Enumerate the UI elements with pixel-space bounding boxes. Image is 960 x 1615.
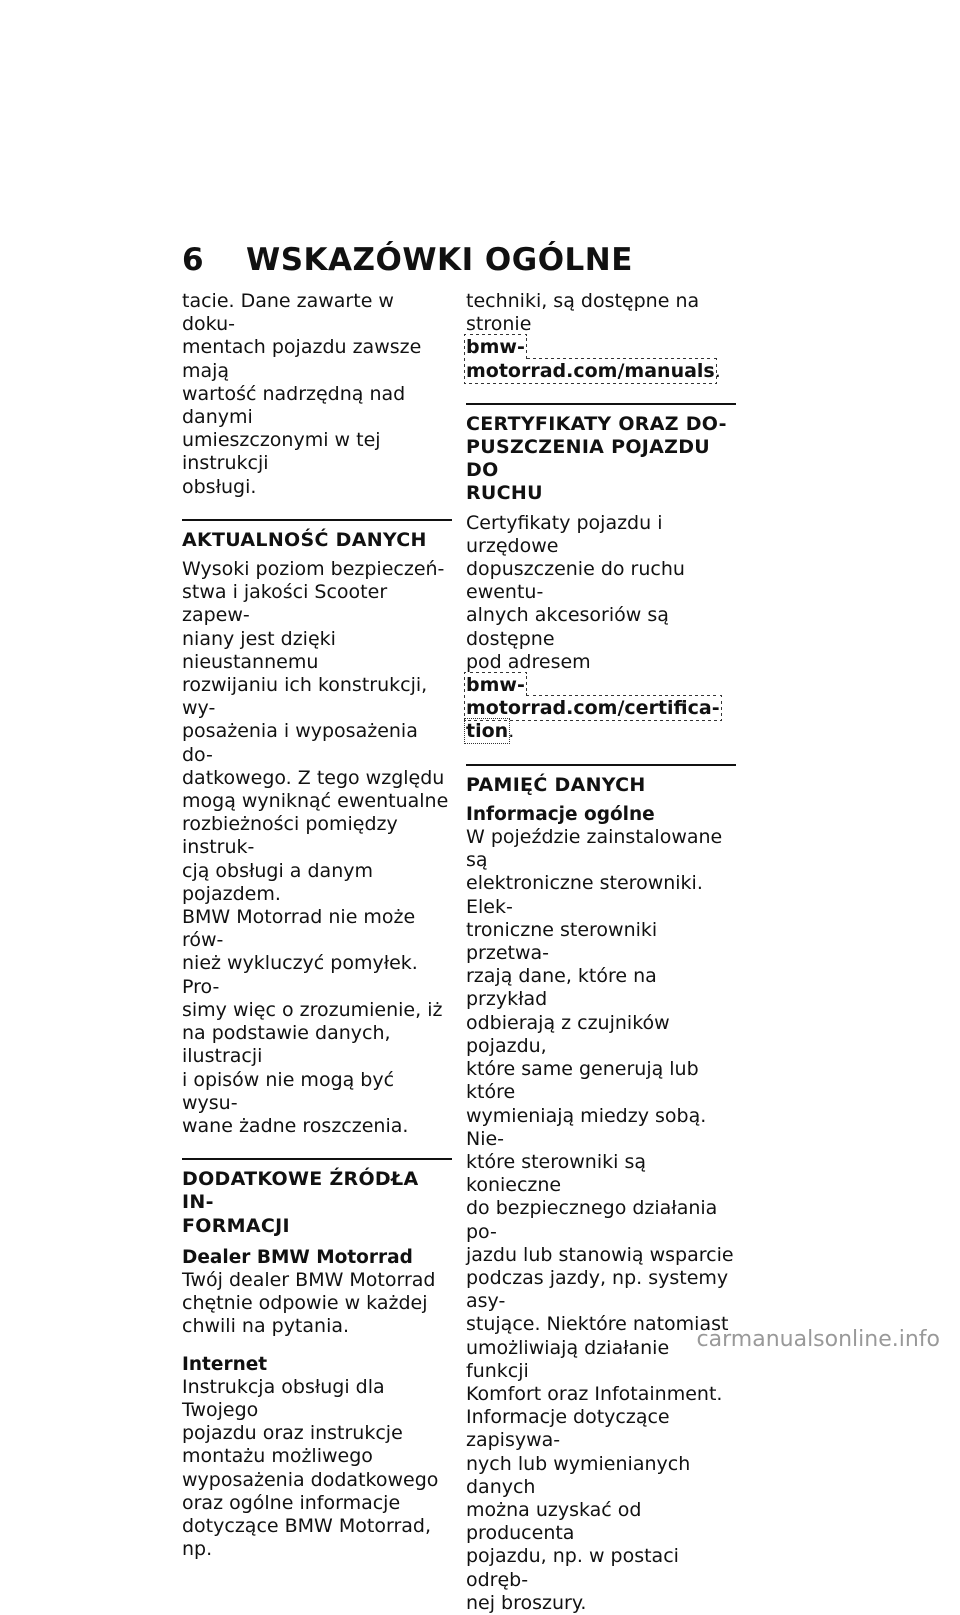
section-heading-pamiec: [466, 774, 736, 797]
watermark: carmanualsonline.info: [696, 1327, 940, 1352]
section-heading-aktualnosc: [182, 529, 452, 552]
text-line: pod adresem: [466, 650, 591, 673]
text-line: dopuszczenie do ruchu ewentu-: [466, 558, 685, 604]
manuals-link-line: [466, 336, 736, 382]
heading-line: AKTUALNOŚĆ DANYCH: [182, 528, 427, 551]
heading-line: CERTYFIKATY ORAZ DO-: [466, 412, 727, 435]
text-line: na podstawie danych, ilustracji: [182, 1022, 391, 1068]
heading-line: DODATKOWE ŹRÓDŁA IN-: [182, 1168, 419, 1214]
text-line: techniki, są dostępne na stronie: [466, 290, 700, 336]
chapter-title: [182, 242, 633, 278]
certyfikaty-paragraph: [466, 512, 736, 744]
text-line: wyposażenia dodatkowego: [182, 1468, 439, 1491]
text-line: BMW Motorrad nie może rów-: [182, 906, 416, 952]
text-line: montażu możliwego: [182, 1445, 373, 1468]
left-column: [182, 290, 452, 1561]
text-line: nież wykluczyć pomyłek. Pro-: [182, 952, 418, 998]
text-line: niany jest dzięki nieustannemu: [182, 627, 336, 673]
text-line: Wysoki poziom bezpieczeń-: [182, 558, 445, 581]
text-line: Certyfikaty pojazdu i urzędowe: [466, 511, 663, 557]
right-column: [466, 290, 736, 1615]
text-line: datkowego. Z tego względu: [182, 766, 445, 789]
text-line: obsługi.: [182, 475, 257, 498]
text-line: nych lub wymienianych danych: [466, 1452, 691, 1498]
intro-paragraph: [182, 290, 452, 499]
text-line: alnych akcesoriów są dostępne: [466, 604, 669, 650]
section-divider: [466, 764, 736, 766]
certification-link-line: [466, 720, 736, 743]
text-line: stwa i jakości Scooter zapew-: [182, 581, 388, 627]
text-line: wartość nadrzędną nad danymi: [182, 382, 406, 429]
text-line: stujące. Niektóre natomiast: [466, 1313, 729, 1336]
text-line: które sterowniki są konieczne: [466, 1150, 646, 1197]
text-line: rozbieżności pomiędzy instruk-: [182, 813, 398, 859]
chapter-name: WSKAZÓWKI OGÓLNE: [246, 242, 633, 278]
subheading-dealer: Dealer BMW Motorrad: [182, 1246, 413, 1268]
subheading-internet: Internet: [182, 1353, 268, 1375]
text-line: posażenia i wyposażenia do-: [182, 720, 418, 766]
text-line: W pojeździe zainstalowane są: [466, 826, 723, 872]
heading-line: PUSZCZENIA POJAZDU DO: [466, 436, 711, 482]
text-line: chwili na pytania.: [182, 1315, 350, 1338]
text-line: pojazdu, np. w postaci odręb-: [466, 1545, 679, 1591]
text-line: odbierają z czujników pojazdu,: [466, 1011, 670, 1057]
text-line: do bezpiecznego działania po-: [466, 1197, 718, 1243]
text-line: chętnie odpowie w każdej: [182, 1292, 428, 1315]
text-line: pojazdu oraz instrukcje: [182, 1422, 403, 1445]
section-divider: [182, 1158, 452, 1160]
text-line: umożliwiają działanie funkcji: [466, 1336, 670, 1382]
heading-line: FORMACJI: [182, 1214, 290, 1237]
text-line: dotyczące BMW Motorrad, np.: [182, 1514, 431, 1561]
text-line: wane żadne roszczenia.: [182, 1114, 409, 1137]
text-line: cją obsługi a danym pojazdem.: [182, 859, 373, 905]
section-heading-dodatkowe: [182, 1168, 452, 1238]
text-line: które same generują lub które: [466, 1058, 699, 1104]
dealer-paragraph: [182, 1269, 452, 1339]
text-line: Twój dealer BMW Motorrad: [182, 1268, 436, 1291]
internet-paragraph: [182, 1376, 452, 1562]
text-line: elektroniczne sterowniki. Elek-: [466, 872, 703, 918]
text-line: tacie. Dane zawarte w doku-: [182, 290, 394, 336]
text-line: można uzyskać od producenta: [466, 1498, 642, 1545]
text-line: simy więc o zrozumienie, iż: [182, 998, 443, 1021]
text-line: podczas jazdy, np. systemy asy-: [466, 1266, 729, 1313]
certification-link-line: [466, 674, 736, 720]
heading-line: RUCHU: [466, 482, 543, 505]
heading-line: PAMIĘĆ DANYCH: [466, 773, 646, 796]
certification-link[interactable]: bmw-motorrad.com/certifica-: [466, 674, 720, 720]
manuals-link[interactable]: bmw-motorrad.com/manuals: [466, 336, 715, 382]
text-line: nej broszury.: [466, 1591, 587, 1614]
certification-link-continued[interactable]: tion: [466, 720, 509, 743]
section-divider: [466, 403, 736, 405]
link-suffix: .: [714, 359, 721, 382]
text-line: i opisów nie mogą być wysu-: [182, 1068, 395, 1114]
text-line: rozwijaniu ich konstrukcji, wy-: [182, 674, 428, 720]
chapter-number: 6: [182, 242, 205, 278]
text-line: jazdu lub stanowią wsparcie: [466, 1243, 734, 1266]
aktualnosc-paragraph: [182, 558, 452, 1138]
text-line: umieszczonymi w tej instrukcji: [182, 429, 381, 475]
link-suffix: .: [508, 720, 515, 743]
section-divider: [182, 519, 452, 521]
section-heading-certyfikaty: [466, 413, 736, 506]
text-line: mogą wyniknąć ewentualne: [182, 790, 449, 813]
text-line: Informacje dotyczące zapisywa-: [466, 1406, 670, 1452]
text-line: wymieniają miedzy sobą. Nie-: [466, 1104, 707, 1150]
pamiec-paragraph: [466, 826, 736, 1615]
text-line: rzają dane, które na przykład: [466, 965, 657, 1011]
text-line: oraz ogólne informacje: [182, 1491, 401, 1514]
text-line: Instrukcja obsługi dla Twojego: [182, 1375, 385, 1421]
text-line: mentach pojazdu zawsze mają: [182, 336, 422, 382]
subheading-informacje: Informacje ogólne: [466, 803, 655, 825]
text-line: Komfort oraz Infotainment.: [466, 1382, 723, 1405]
text-line: troniczne sterowniki przetwa-: [466, 918, 658, 965]
